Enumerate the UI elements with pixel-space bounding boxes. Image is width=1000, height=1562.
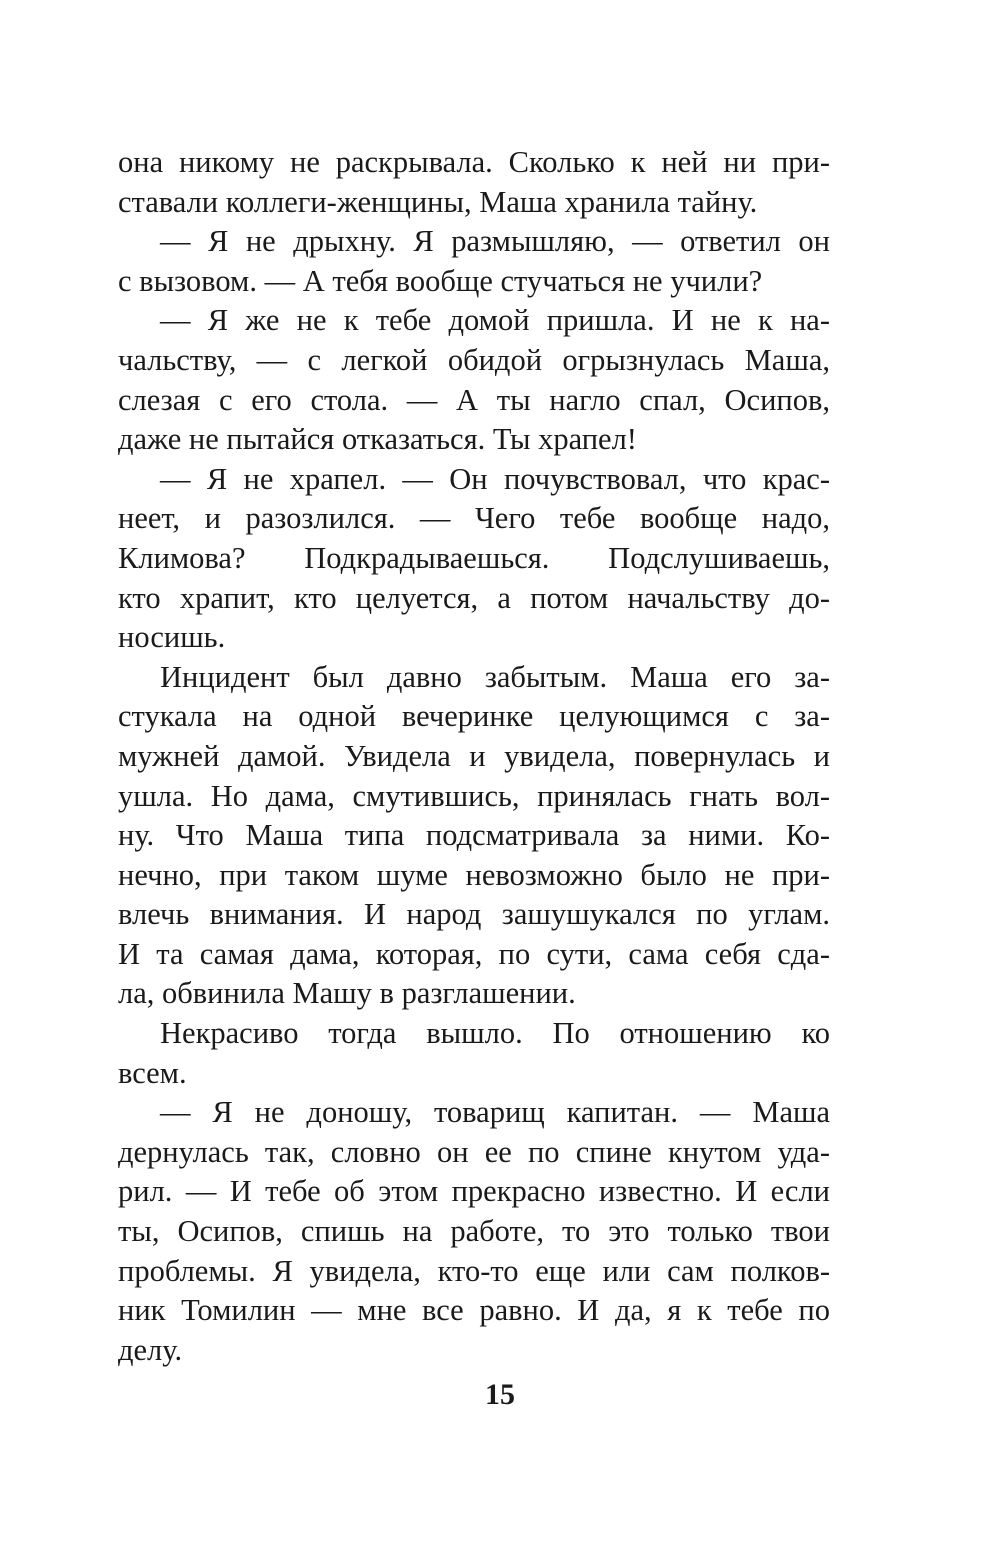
text-line: — Я не дрыхну. Я размышляю, — ответил он [160,224,830,259]
text-line: неет, и разозлился. — Чего тебе вообще надо, [118,501,830,536]
text-line: — Я не храпел. — Он почувствовал, что крас- [160,461,830,496]
text-line: Некрасиво тогда вышло. По отношению ко [160,1016,830,1051]
text-line: кто храпит, кто целуется, а потом начальству до- [118,580,830,615]
text-line: слезая с его стола. — А ты нагло спал, Осипов, [118,382,830,417]
text-line: рил. — И тебе об этом прекрасно известно. И если [118,1174,830,1209]
text-line: носишь. [118,620,226,655]
text-line: дернулась так, словно он ее по спине кнутом уда- [118,1134,830,1169]
text-line: — Я не доношу, товарищ капитан. — Маша [160,1095,830,1130]
text-line: ушла. Но дама, смутившись, принялась гнать вол- [118,778,830,813]
text-line: она никому не раскрывала. Сколько к ней ни при- [118,145,830,179]
text-line: Инцидент был давно забытым. Маша его за- [160,659,830,694]
text-line: ну. Что Маша типа подсматривала за ними. Ко- [118,818,830,853]
text-line: стукала на одной вечеринке целующимся с за- [118,699,830,734]
text-line: ты, Осипов, спишь на работе, то это только твои [118,1214,830,1249]
text-line: мужней дамой. Увидела и увидела, повернулась и [118,738,830,773]
text-line: чальству, — с легкой обидой огрызнулась Маша, [118,342,830,377]
page-number: 15 [485,1378,515,1411]
text-line: Климова? Подкрадываешься. Подслушиваешь, [118,540,830,575]
text-line: нечно, при таком шуме невозможно было не при- [118,857,830,892]
text-line: всем. [118,1055,187,1090]
page-text-block [118,143,830,1370]
text-line: И та самая дама, которая, по сути, сама себя сда- [118,936,830,971]
text-line: даже не пытайся отказаться. Ты храпел! [118,422,637,457]
text-line: с вызовом. — А тебя вообще стучаться не учили? [118,263,763,298]
text-line: делу. [118,1332,183,1367]
text-line: ставали коллеги-женщины, Маша хранила тайну. [118,184,758,219]
text-line: ла, обвинила Машу в разглашении. [118,976,576,1011]
text-line: — Я же не к тебе домой пришла. И не к на- [160,303,830,338]
text-line: ник Томилин — мне все равно. И да, я к тебе по [118,1293,830,1328]
text-line: влечь внимания. И народ зашушукался по углам. [118,897,830,932]
text-line: проблемы. Я увидела, кто-то еще или сам полков- [118,1253,830,1288]
